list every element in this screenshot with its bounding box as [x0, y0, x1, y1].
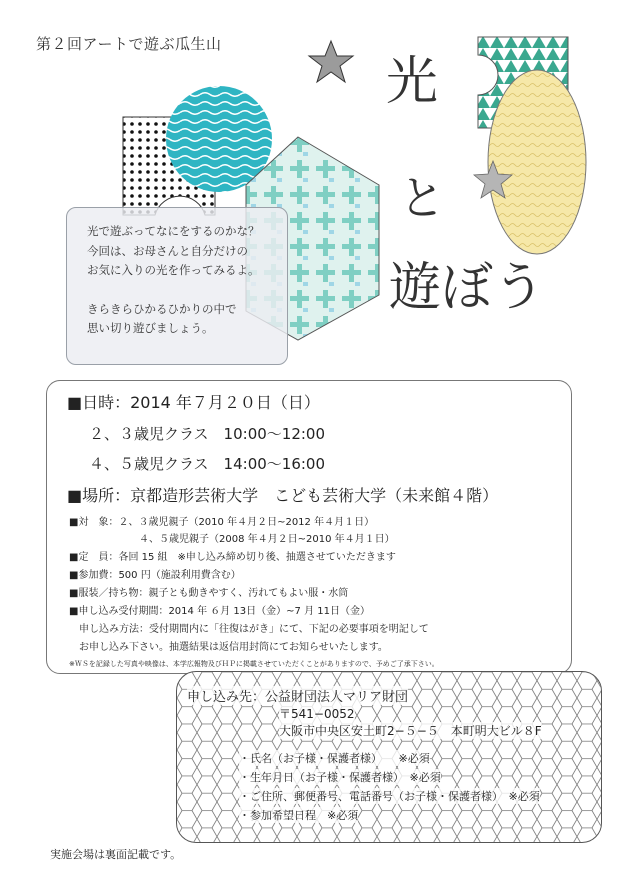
fee: ■参加費：500 円（施設利用費含む） [69, 570, 241, 581]
intro-line: 今回は、お母さんと自分だけの [87, 243, 248, 258]
title-hikari: 光 [386, 52, 439, 112]
contact-org: 申し込み先：公益財団法人マリア財団 [187, 686, 408, 705]
class-schedule-1: ２、３歳児クラス 10:00～12:00 [89, 425, 326, 443]
target-2: ４、５歳児親子（2008 年４月２日~2010 年４月１日） [139, 534, 395, 545]
application-method-2: お申し込み下さい。抽選結果は返信用封筒にてお知らせいたします。 [79, 642, 388, 653]
application-method-1: 申し込み方法：受付期間内に「往復はがき」にて、下記の必要事項を明記して [79, 624, 429, 635]
intro-line: 思い切り遊びましょう。 [87, 321, 214, 335]
class-schedule-2: ４、５歳児クラス 14:00～16:00 [89, 455, 326, 473]
contact-address: 大阪市中央区安土町2−５−５ 本町明大ビル８F [279, 724, 542, 738]
intro-line: お気に入りの光を作ってみるよ。 [87, 263, 260, 277]
event-date: ■日時：2014 年７月２０日（日） [67, 393, 320, 412]
required-item: ・氏名（お子様・保護者様） ※必須 [239, 752, 430, 765]
application-period: ■申し込み受付期間：2014 年 ６月 13日（金）~7 月 11日（金） [69, 606, 370, 617]
event-place: ■場所：京都造形芸術大学 こども芸術大学（未来館４階） [67, 486, 499, 505]
clothing: ■服装／持ち物：親子とも動きやすく、汚れてもよい服・水筒 [69, 588, 349, 599]
title-to: と [399, 171, 445, 225]
intro-line: きらきらひかるひかりの中で [87, 301, 237, 316]
capacity: ■定 員：各回 15 組 ※申し込み締め切り後、抽選させていただきます [69, 552, 396, 563]
photo-note: ※ＷＳを記録した写真や映像は、本学広報物及びＨＰに掲載させていただくことがありますので、予めご了承下さい。 [69, 660, 439, 668]
required-item: ・生年月日（お子様・保護者様） ※必須 [239, 771, 441, 784]
required-item: ・ご住所、郵便番号、電話番号（お子様・保護者様） ※必須 [239, 790, 540, 803]
intro-line: 光で遊ぶってなにをするのかな？ [87, 224, 260, 238]
required-item: ・参加希望日程 ※必須 [239, 809, 359, 822]
contact-panel [176, 671, 602, 843]
contact-zip: 〒541−0052 [279, 707, 355, 721]
star-decoration [309, 41, 353, 82]
footer-note: 実施会場は裏面記載です。 [50, 848, 182, 861]
gold-ellipse-shape [488, 70, 586, 254]
intro-panel [66, 207, 288, 365]
event-info-panel [46, 380, 572, 674]
target-1: ■対 象：２、３歳児親子（2010 年４月２日~2012 年４月１日） [69, 517, 375, 528]
title-asobou: 遊ぼう [389, 258, 546, 318]
event-subtitle: 第２回アートで遊ぶ瓜生山 [36, 35, 222, 53]
